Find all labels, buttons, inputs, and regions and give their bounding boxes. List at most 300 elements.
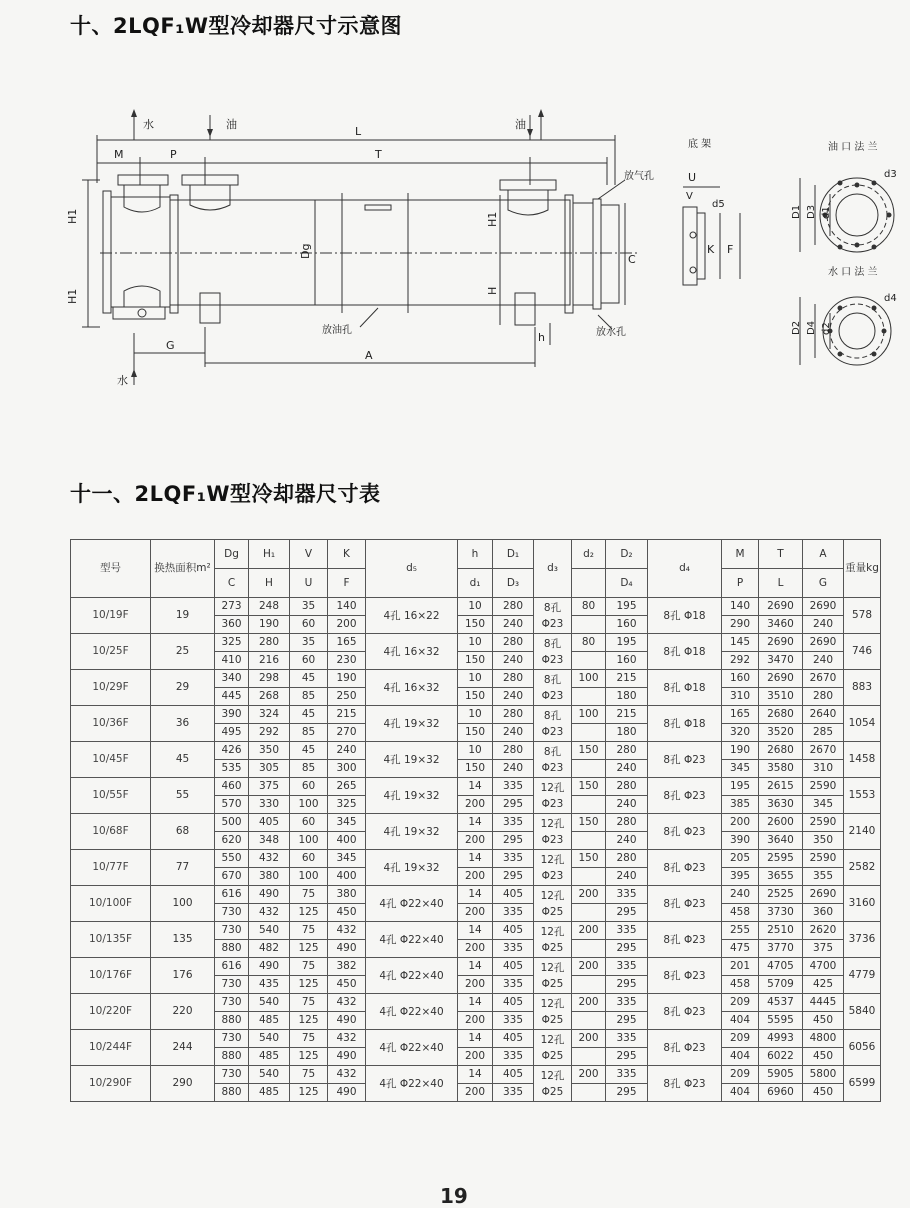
cell-v: 45 <box>290 706 328 724</box>
cell-t: 2680 <box>759 706 803 724</box>
cell-D3: 335 <box>493 1012 534 1030</box>
cell-D1: 405 <box>493 922 534 940</box>
label-drain-oil: 放油孔 <box>322 325 352 336</box>
cell-D2: 335 <box>606 958 648 976</box>
cell-p: 385 <box>722 796 759 814</box>
cell-d2: 150 <box>572 814 606 832</box>
cell-m: 209 <box>722 1030 759 1048</box>
cell-D2: 280 <box>606 814 648 832</box>
cell-d3: 8孔 Φ23 <box>534 598 572 634</box>
cell-p: 458 <box>722 904 759 922</box>
label-G: G <box>166 339 175 352</box>
cell-d5: 4孔 19×32 <box>366 814 458 850</box>
table-row <box>71 886 881 904</box>
cell-f: 250 <box>328 688 366 706</box>
cell-d2: 150 <box>572 850 606 868</box>
cell-l: 3510 <box>759 688 803 706</box>
header-g: G <box>803 569 844 598</box>
cell-d2: 100 <box>572 670 606 688</box>
cell-d5: 4孔 19×32 <box>366 778 458 814</box>
cell-k: 140 <box>328 598 366 616</box>
cell-d1: 200 <box>458 796 493 814</box>
cell-d5: 4孔 19×32 <box>366 706 458 742</box>
cell-d4: 8孔 Φ23 <box>648 994 722 1030</box>
cell-a: 2670 <box>803 670 844 688</box>
cell-t: 2690 <box>759 598 803 616</box>
cell-d3: 8孔 Φ23 <box>534 634 572 670</box>
cell-dg: 273 <box>215 598 249 616</box>
cell-d5: 4孔 19×32 <box>366 742 458 778</box>
cell-a: 2690 <box>803 886 844 904</box>
cell-p: 404 <box>722 1012 759 1030</box>
cell-c: 410 <box>215 652 249 670</box>
cell-c: 880 <box>215 1012 249 1030</box>
cell-h1: 540 <box>249 1030 290 1048</box>
cell-c: 445 <box>215 688 249 706</box>
cell-v: 75 <box>290 1066 328 1084</box>
cell-area: 290 <box>151 1066 215 1102</box>
cell-v: 45 <box>290 670 328 688</box>
cell-d4: 8孔 Φ23 <box>648 850 722 886</box>
cell-hh: 14 <box>458 1030 493 1048</box>
table-row <box>71 706 881 724</box>
cell-dg: 730 <box>215 994 249 1012</box>
cell-D4: 295 <box>606 940 648 958</box>
cell-d2: 80 <box>572 598 606 616</box>
cell-d3: 12孔 Φ25 <box>534 994 572 1030</box>
header-a: A <box>803 540 844 569</box>
cell-l: 3630 <box>759 796 803 814</box>
cell-dg: 730 <box>215 1030 249 1048</box>
cell-d4: 8孔 Φ23 <box>648 778 722 814</box>
cell-l: 3460 <box>759 616 803 634</box>
cell-D1: 280 <box>493 706 534 724</box>
cell-weight: 883 <box>844 670 881 706</box>
cell-v: 75 <box>290 958 328 976</box>
cell-hh: 14 <box>458 958 493 976</box>
label-D4: D4 <box>806 320 817 335</box>
cell-c: 880 <box>215 1084 249 1102</box>
cell-weight: 1553 <box>844 778 881 814</box>
cell-k: 432 <box>328 994 366 1012</box>
cell-D3: 335 <box>493 904 534 922</box>
cell-weight: 746 <box>844 634 881 670</box>
cell-d2-blank <box>572 616 606 634</box>
cell-f: 300 <box>328 760 366 778</box>
cell-area: 77 <box>151 850 215 886</box>
header-k: K <box>328 540 366 569</box>
cell-c: 360 <box>215 616 249 634</box>
cell-g: 450 <box>803 1048 844 1066</box>
cell-d2-blank <box>572 688 606 706</box>
cell-l: 6960 <box>759 1084 803 1102</box>
cell-u: 125 <box>290 1048 328 1066</box>
cell-D2: 335 <box>606 1066 648 1084</box>
cell-D2: 280 <box>606 742 648 760</box>
header-D1: D₁ <box>493 540 534 569</box>
cell-area: 68 <box>151 814 215 850</box>
cell-d4: 8孔 Φ23 <box>648 922 722 958</box>
cell-m: 200 <box>722 814 759 832</box>
cell-D2: 215 <box>606 670 648 688</box>
cell-g: 240 <box>803 652 844 670</box>
label-D1: D1 <box>791 204 802 219</box>
cell-area: 176 <box>151 958 215 994</box>
cell-a: 2670 <box>803 742 844 760</box>
cell-f: 270 <box>328 724 366 742</box>
cell-h1: 490 <box>249 958 290 976</box>
cell-d4: 8孔 Φ18 <box>648 670 722 706</box>
cell-a: 4800 <box>803 1030 844 1048</box>
cell-t: 4705 <box>759 958 803 976</box>
cell-dg: 325 <box>215 634 249 652</box>
header-f: F <box>328 569 366 598</box>
label-A: A <box>365 349 373 362</box>
cell-weight: 2140 <box>844 814 881 850</box>
label-K: K <box>707 243 715 256</box>
cell-d5: 4孔 Φ22×40 <box>366 1030 458 1066</box>
label-P: P <box>170 148 177 161</box>
cell-v: 45 <box>290 742 328 760</box>
cell-m: 209 <box>722 1066 759 1084</box>
cell-D3: 295 <box>493 868 534 886</box>
cell-k: 265 <box>328 778 366 796</box>
cell-d1: 200 <box>458 1084 493 1102</box>
cell-u: 60 <box>290 616 328 634</box>
cell-d5: 4孔 16×32 <box>366 634 458 670</box>
cell-d2: 200 <box>572 886 606 904</box>
cell-l: 3655 <box>759 868 803 886</box>
cell-area: 36 <box>151 706 215 742</box>
table-row <box>71 670 881 688</box>
cell-D2: 195 <box>606 634 648 652</box>
cell-h1: 540 <box>249 922 290 940</box>
cell-f: 450 <box>328 976 366 994</box>
cell-d2-blank <box>572 760 606 778</box>
cell-d5: 4孔 16×22 <box>366 598 458 634</box>
cell-dg: 500 <box>215 814 249 832</box>
cell-D4: 295 <box>606 1012 648 1030</box>
cell-area: 19 <box>151 598 215 634</box>
cell-d1: 150 <box>458 724 493 742</box>
header-d2-blank <box>572 569 606 598</box>
cell-D4: 295 <box>606 976 648 994</box>
cell-d2-blank <box>572 904 606 922</box>
cell-h1: 405 <box>249 814 290 832</box>
cell-dg: 460 <box>215 778 249 796</box>
cell-d2-blank <box>572 832 606 850</box>
cell-t: 2595 <box>759 850 803 868</box>
cell-D3: 240 <box>493 724 534 742</box>
cell-d3: 12孔 Φ25 <box>534 1030 572 1066</box>
cell-l: 6022 <box>759 1048 803 1066</box>
cell-h: 268 <box>249 688 290 706</box>
cell-h: 292 <box>249 724 290 742</box>
cell-c: 495 <box>215 724 249 742</box>
cell-D2: 335 <box>606 994 648 1012</box>
cell-p: 395 <box>722 868 759 886</box>
cell-u: 85 <box>290 688 328 706</box>
cell-t: 2680 <box>759 742 803 760</box>
label-d4: d4 <box>884 293 897 304</box>
cell-D3: 295 <box>493 796 534 814</box>
cell-k: 432 <box>328 1030 366 1048</box>
label-D3: D3 <box>806 204 817 219</box>
cell-t: 2525 <box>759 886 803 904</box>
cell-h1: 540 <box>249 1066 290 1084</box>
cell-hh: 14 <box>458 994 493 1012</box>
label-M: M <box>114 148 124 161</box>
cell-D1: 335 <box>493 814 534 832</box>
cell-D3: 335 <box>493 1084 534 1102</box>
header-h: H <box>249 569 290 598</box>
cell-d2: 150 <box>572 778 606 796</box>
cell-d3: 12孔 Φ25 <box>534 1066 572 1102</box>
cell-f: 490 <box>328 940 366 958</box>
cell-d2-blank <box>572 976 606 994</box>
cell-d3: 12孔 Φ23 <box>534 850 572 886</box>
cell-h: 305 <box>249 760 290 778</box>
cell-d1: 200 <box>458 868 493 886</box>
cell-h1: 350 <box>249 742 290 760</box>
cell-f: 450 <box>328 904 366 922</box>
cell-a: 2640 <box>803 706 844 724</box>
cell-d5: 4孔 19×32 <box>366 850 458 886</box>
cell-t: 5905 <box>759 1066 803 1084</box>
cell-d5: 4孔 Φ22×40 <box>366 922 458 958</box>
header-hh: h <box>458 540 493 569</box>
header-d3: d₃ <box>534 540 572 598</box>
cell-c: 670 <box>215 868 249 886</box>
cell-u: 85 <box>290 760 328 778</box>
cell-d3: 12孔 Φ25 <box>534 958 572 994</box>
cell-g: 450 <box>803 1012 844 1030</box>
table-row <box>71 742 881 760</box>
cell-k: 382 <box>328 958 366 976</box>
cell-v: 35 <box>290 598 328 616</box>
cell-u: 85 <box>290 724 328 742</box>
cell-t: 2615 <box>759 778 803 796</box>
label-H1-right: H1 <box>486 211 499 227</box>
cell-h: 190 <box>249 616 290 634</box>
cell-hh: 14 <box>458 814 493 832</box>
cell-h1: 298 <box>249 670 290 688</box>
label-water-flange: 水 口 法 兰 <box>828 267 878 278</box>
cell-h: 435 <box>249 976 290 994</box>
cell-h: 485 <box>249 1048 290 1066</box>
cell-D1: 405 <box>493 886 534 904</box>
cell-D1: 405 <box>493 1066 534 1084</box>
cell-h: 380 <box>249 868 290 886</box>
header-v: V <box>290 540 328 569</box>
header-u: U <box>290 569 328 598</box>
cell-D3: 335 <box>493 940 534 958</box>
cell-hh: 14 <box>458 778 493 796</box>
cell-u: 125 <box>290 1084 328 1102</box>
cell-g: 350 <box>803 832 844 850</box>
label-water-in: 水 <box>143 118 154 131</box>
table-row <box>71 814 881 832</box>
cell-p: 458 <box>722 976 759 994</box>
table-row <box>71 598 881 616</box>
cell-f: 490 <box>328 1048 366 1066</box>
table-row <box>71 958 881 976</box>
cell-m: 195 <box>722 778 759 796</box>
cell-d4: 8孔 Φ23 <box>648 814 722 850</box>
cell-u: 100 <box>290 796 328 814</box>
cell-hh: 10 <box>458 634 493 652</box>
label-oil-flange: 油 口 法 兰 <box>828 142 878 153</box>
cell-g: 310 <box>803 760 844 778</box>
table-row <box>71 994 881 1012</box>
cell-h1: 248 <box>249 598 290 616</box>
cell-v: 60 <box>290 850 328 868</box>
cell-area: 45 <box>151 742 215 778</box>
cell-c: 730 <box>215 904 249 922</box>
header-d5: d₅ <box>366 540 458 598</box>
table-row <box>71 1066 881 1084</box>
cell-f: 400 <box>328 868 366 886</box>
page-number: 19 <box>440 1184 468 1208</box>
cell-h: 348 <box>249 832 290 850</box>
label-L: L <box>355 125 362 138</box>
table-row <box>71 778 881 796</box>
cell-d5: 4孔 Φ22×40 <box>366 958 458 994</box>
cell-hh: 14 <box>458 886 493 904</box>
cell-p: 404 <box>722 1048 759 1066</box>
label-d5: d5 <box>712 199 725 210</box>
cell-D2: 195 <box>606 598 648 616</box>
cell-d1: 150 <box>458 760 493 778</box>
cell-D1: 335 <box>493 850 534 868</box>
cell-d1: 150 <box>458 616 493 634</box>
header-p: P <box>722 569 759 598</box>
cell-d5: 4孔 Φ22×40 <box>366 1066 458 1102</box>
cell-u: 125 <box>290 1012 328 1030</box>
label-D2: D2 <box>791 320 802 335</box>
cell-model: 10/29F <box>71 670 151 706</box>
cell-c: 535 <box>215 760 249 778</box>
cell-weight: 5840 <box>844 994 881 1030</box>
cell-u: 125 <box>290 904 328 922</box>
cell-D4: 295 <box>606 1048 648 1066</box>
cell-h: 432 <box>249 904 290 922</box>
cell-f: 200 <box>328 616 366 634</box>
cell-D3: 240 <box>493 688 534 706</box>
table-row <box>71 1030 881 1048</box>
cell-d1: 150 <box>458 652 493 670</box>
table-row <box>71 850 881 868</box>
cell-g: 345 <box>803 796 844 814</box>
cell-k: 345 <box>328 850 366 868</box>
cell-u: 100 <box>290 832 328 850</box>
cell-D3: 240 <box>493 616 534 634</box>
cell-p: 390 <box>722 832 759 850</box>
cell-d5: 4孔 Φ22×40 <box>366 886 458 922</box>
header-l: L <box>759 569 803 598</box>
cell-g: 375 <box>803 940 844 958</box>
cell-u: 125 <box>290 976 328 994</box>
label-drain-water: 放水孔 <box>596 327 626 338</box>
cell-hh: 14 <box>458 922 493 940</box>
cell-weight: 2582 <box>844 850 881 886</box>
cell-dg: 730 <box>215 1066 249 1084</box>
cell-d2-blank <box>572 940 606 958</box>
cell-v: 60 <box>290 778 328 796</box>
header-d1: d₁ <box>458 569 493 598</box>
cell-v: 75 <box>290 994 328 1012</box>
cell-m: 255 <box>722 922 759 940</box>
cell-d2: 150 <box>572 742 606 760</box>
cell-m: 205 <box>722 850 759 868</box>
cell-a: 2690 <box>803 634 844 652</box>
header-D4: D₄ <box>606 569 648 598</box>
cell-h1: 432 <box>249 850 290 868</box>
table-row <box>71 634 881 652</box>
cell-g: 285 <box>803 724 844 742</box>
cell-a: 2590 <box>803 814 844 832</box>
cell-v: 75 <box>290 922 328 940</box>
cell-d2-blank <box>572 652 606 670</box>
cell-a: 4700 <box>803 958 844 976</box>
cell-hh: 10 <box>458 670 493 688</box>
cell-m: 190 <box>722 742 759 760</box>
cell-d1: 200 <box>458 904 493 922</box>
cell-d1: 200 <box>458 832 493 850</box>
cell-D4: 180 <box>606 724 648 742</box>
cell-h: 216 <box>249 652 290 670</box>
cell-h1: 324 <box>249 706 290 724</box>
cell-a: 2590 <box>803 778 844 796</box>
cell-a: 2690 <box>803 598 844 616</box>
cell-k: 432 <box>328 1066 366 1084</box>
cell-dg: 390 <box>215 706 249 724</box>
cell-d4: 8孔 Φ23 <box>648 1066 722 1102</box>
cell-weight: 3160 <box>844 886 881 922</box>
cell-f: 400 <box>328 832 366 850</box>
cell-D1: 335 <box>493 778 534 796</box>
label-h: h <box>538 331 545 344</box>
label-H1-upper: H1 <box>66 208 79 224</box>
cell-g: 280 <box>803 688 844 706</box>
cell-D3: 240 <box>493 652 534 670</box>
cell-t: 2510 <box>759 922 803 940</box>
cell-d3: 12孔 Φ25 <box>534 922 572 958</box>
cell-weight: 3736 <box>844 922 881 958</box>
cell-h: 485 <box>249 1084 290 1102</box>
cell-c: 880 <box>215 1048 249 1066</box>
cell-k: 432 <box>328 922 366 940</box>
cell-l: 3770 <box>759 940 803 958</box>
cell-u: 100 <box>290 868 328 886</box>
cell-g: 425 <box>803 976 844 994</box>
cell-m: 145 <box>722 634 759 652</box>
cell-D4: 295 <box>606 904 648 922</box>
label-water-out: 水 <box>117 374 128 387</box>
cell-d4: 8孔 Φ23 <box>648 1030 722 1066</box>
cell-a: 5800 <box>803 1066 844 1084</box>
cell-d2: 80 <box>572 634 606 652</box>
cell-t: 2600 <box>759 814 803 832</box>
header-c: C <box>215 569 249 598</box>
cell-k: 380 <box>328 886 366 904</box>
cell-hh: 10 <box>458 742 493 760</box>
cell-D3: 240 <box>493 760 534 778</box>
cell-D2: 335 <box>606 1030 648 1048</box>
cell-f: 325 <box>328 796 366 814</box>
cell-a: 4445 <box>803 994 844 1012</box>
cell-hh: 14 <box>458 850 493 868</box>
